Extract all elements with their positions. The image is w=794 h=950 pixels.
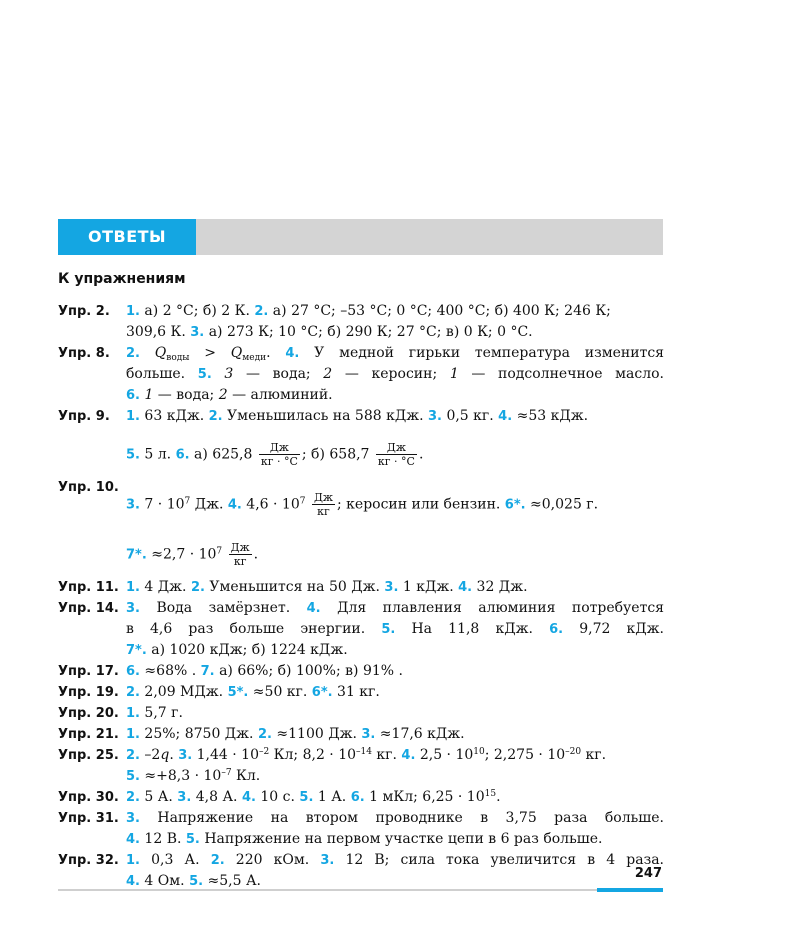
task-number: 1. (126, 727, 140, 742)
text-fragment: в 4,6 раз больше энергии. (126, 621, 382, 637)
task-number: 3. (428, 409, 442, 424)
italic-symbol: 1 (144, 387, 154, 403)
text-fragment: 7 · 10 (139, 496, 185, 513)
task-number: 3. (126, 601, 140, 616)
task-number: 6. (126, 664, 140, 679)
exercise-label: Упр. 30. (58, 790, 119, 805)
task-number: 2. (126, 685, 140, 700)
exercise-label: Упр. 21. (58, 727, 119, 742)
text-fragment: а) 27 °С; –53 °С; 0 °С; 400 °С; б) 400 К; 246 К; (268, 303, 611, 319)
task-number: 3. (178, 748, 193, 763)
task-number: 2. (257, 727, 272, 742)
text-fragment: 4 Ом. (139, 873, 190, 889)
text-fragment: Дж. (190, 496, 228, 513)
task-number: 2. (254, 304, 269, 319)
answer-entry (58, 577, 664, 598)
answer-text (126, 724, 664, 745)
exponent: 10 (473, 747, 485, 757)
italic-symbol: q (160, 747, 170, 763)
task-number: 5. (126, 769, 140, 784)
answer-entry (58, 850, 664, 892)
answer-line (126, 766, 664, 787)
answer-text (126, 661, 664, 682)
answer-line (126, 322, 664, 343)
answer-text (126, 850, 664, 892)
answer-text (126, 703, 664, 724)
task-number: 3. (190, 325, 205, 340)
task-number: 2. (126, 346, 140, 361)
task-number: 1. (126, 580, 140, 595)
text-fragment: а) 273 К; 10 °С; б) 290 К; 27 °С; в) 0 К; 0 °С. (204, 324, 533, 340)
task-number: 1. (126, 706, 140, 721)
text-fragment: ≈17,6 кДж. (375, 726, 465, 742)
text-fragment: — алюминий. (227, 387, 333, 403)
text-fragment (222, 547, 226, 563)
text-fragment: 9,72 кДж. (563, 621, 664, 637)
exponent: –20 (565, 747, 582, 757)
subscript: воды (166, 353, 190, 363)
text-fragment: Уменьшилась на 588 кДж. (222, 408, 429, 424)
task-number: 2. (208, 409, 223, 424)
subscript: меди (242, 353, 267, 363)
text-fragment (305, 497, 309, 513)
task-number: 4. (498, 409, 513, 424)
answer-text (126, 577, 664, 598)
answer-line (126, 385, 664, 406)
task-number: 4. (285, 346, 300, 361)
answer-text (126, 787, 664, 808)
answer-line (126, 301, 664, 322)
fraction-denominator: кг (317, 505, 330, 518)
answer-text (126, 343, 664, 406)
text-fragment: . (496, 789, 501, 805)
text-fragment: — подсолнечное масло. (458, 366, 664, 382)
answer-entry (58, 301, 664, 343)
task-number: 6. (175, 447, 190, 463)
answer-line (126, 745, 664, 766)
text-fragment: 1 А. (313, 789, 351, 805)
answer-line (126, 808, 664, 829)
answer-entry (58, 682, 664, 703)
exercise-label: Упр. 20. (58, 706, 119, 721)
page-number: 247 (634, 866, 662, 881)
unit-fraction (229, 541, 252, 568)
italic-symbol: 2 (323, 366, 333, 382)
text-fragment: Уменьшится на 50 Дж. (204, 579, 385, 595)
answers-list (58, 301, 664, 892)
text-fragment: 0,5 кг. (442, 408, 499, 424)
task-number: 3. (320, 853, 335, 868)
exercise-label: Упр. 11. (58, 580, 119, 595)
text-fragment: кг. (371, 747, 402, 763)
text-fragment: а) 66%; б) 100%; в) 91% . (214, 663, 403, 679)
answer-line (126, 406, 664, 427)
answer-line (126, 640, 664, 661)
fraction-denominator: кг · °С (377, 455, 415, 468)
answer-text (126, 406, 664, 477)
text-fragment: 309,6 К. (126, 324, 191, 340)
text-fragment: Напряжение на втором проводнике в 3,75 раза больше. (139, 810, 664, 826)
task-number: 2. (210, 853, 225, 868)
exercise-label: Упр. 17. (58, 664, 119, 679)
text-fragment: кг. (581, 747, 607, 763)
text-fragment: ; 2,275 · 10 (484, 747, 566, 763)
text-fragment: ; б) 658,7 (301, 446, 374, 463)
fraction-numerator: Дж (376, 441, 417, 455)
answer-line (126, 598, 664, 619)
answer-line (126, 850, 664, 871)
answer-line (126, 703, 664, 724)
exercise-label: Упр. 31. (58, 811, 119, 826)
task-number: 5. (185, 832, 200, 847)
text-fragment: . (266, 345, 286, 361)
answer-line (126, 619, 664, 640)
answer-entry (58, 724, 664, 745)
task-number: 5*. (227, 685, 249, 700)
answer-entry (58, 343, 664, 406)
text-fragment: 5,7 г. (139, 705, 183, 721)
task-number: 4. (401, 748, 416, 763)
task-number: 2. (190, 580, 205, 595)
task-number: 3. (177, 790, 192, 805)
text-fragment: 5 А. (139, 789, 178, 805)
exponent: 7 (216, 546, 223, 557)
text-fragment: 5 л. (139, 446, 176, 463)
text-fragment: Для плавления алюминия потребуется (320, 600, 664, 616)
task-number: 1. (126, 409, 140, 424)
text-fragment: 4,6 · 10 (241, 496, 300, 513)
text-fragment: Вода замёрзнет. (139, 600, 307, 616)
task-number: 2. (126, 748, 140, 763)
exponent: –2 (259, 747, 270, 757)
text-fragment: 12 В; сила тока увеличится в 4 раза. (334, 852, 664, 868)
task-number: 4. (241, 790, 256, 805)
exponent: –7 (221, 768, 232, 778)
text-fragment: 4 Дж. (139, 579, 191, 595)
answer-entry (58, 787, 664, 808)
exercise-label: Упр. 19. (58, 685, 119, 700)
task-number: 7*. (126, 643, 147, 658)
task-number: 5. (381, 622, 396, 637)
answer-entry (58, 406, 664, 477)
task-number: 7*. (126, 547, 147, 563)
fraction-numerator: Дж (313, 491, 333, 504)
italic-symbol: 3 (224, 366, 234, 382)
text-fragment: 0,3 А. (139, 852, 211, 868)
text-fragment: 2,09 МДж. (139, 684, 228, 700)
text-fragment: ≈68% . (139, 663, 201, 679)
answer-text (126, 477, 664, 577)
answer-text (126, 301, 664, 343)
text-fragment (140, 345, 155, 361)
text-fragment: . (253, 546, 259, 563)
text-fragment: ≈0,025 г. (525, 496, 599, 513)
task-number: 3. (126, 811, 140, 826)
task-number: 5. (299, 790, 314, 805)
text-fragment: 25%; 8750 Дж. (139, 726, 258, 742)
text-fragment: ≈+8,3 · 10 (139, 768, 222, 784)
text-fragment: 32 Дж. (472, 579, 528, 595)
task-number: 4. (126, 874, 140, 889)
task-number: 2. (126, 790, 140, 805)
answer-text (126, 745, 664, 787)
task-number: 5. (126, 447, 140, 463)
task-number: 5. (189, 874, 204, 889)
text-fragment: а) 625,8 (189, 446, 257, 463)
text-fragment: ≈5,5 А. (203, 873, 261, 889)
exercise-label: Упр. 10. (58, 480, 119, 495)
answer-line (126, 829, 664, 850)
answer-text (126, 682, 664, 703)
text-fragment: — керосин; (332, 366, 450, 382)
task-number: 1. (126, 304, 140, 319)
text-fragment: — вода; (233, 366, 324, 382)
task-number: 4. (227, 497, 242, 513)
task-number: 3. (126, 497, 140, 513)
fraction-denominator: кг (233, 555, 247, 568)
answer-line (126, 364, 664, 385)
text-fragment: а) 2 °С; б) 2 К. (139, 303, 255, 319)
page-title: ОТВЕТЫ (58, 219, 196, 255)
answer-line (126, 477, 664, 527)
exponent: 7 (299, 496, 306, 507)
text-fragment: ≈53 кДж. (512, 408, 589, 424)
exercise-label: Упр. 32. (58, 853, 119, 868)
fraction-denominator: кг · °С (260, 455, 298, 468)
text-fragment: . (418, 446, 424, 463)
task-number: 3. (361, 727, 376, 742)
answer-text (126, 808, 664, 850)
answer-text (126, 598, 664, 661)
text-fragment: больше. (126, 366, 198, 382)
answer-entry (58, 703, 664, 724)
text-fragment: У медной гирьки температура изменится (299, 345, 665, 361)
answer-line (126, 787, 664, 808)
fraction-numerator: Дж (259, 441, 300, 455)
fraction-numerator: Дж (230, 541, 250, 554)
text-fragment: 1 мКл; 6,25 · 10 (364, 789, 485, 805)
task-number: 6*. (504, 497, 526, 513)
text-fragment: 12 В. (139, 831, 186, 847)
text-fragment: — вода; (153, 387, 219, 403)
task-number: 6. (549, 622, 564, 637)
unit-fraction (259, 441, 300, 468)
text-fragment (212, 366, 225, 382)
task-number: 6. (126, 388, 140, 403)
exercise-label: Упр. 9. (58, 409, 110, 424)
exponent: 7 (184, 496, 191, 507)
task-number: 4. (306, 601, 321, 616)
answer-entry (58, 745, 664, 787)
text-fragment: Кл; 8,2 · 10 (269, 747, 357, 763)
task-number: 6*. (311, 685, 333, 700)
answer-line (126, 724, 664, 745)
exponent: 15 (484, 789, 497, 799)
text-fragment: > (189, 345, 231, 361)
text-fragment: 1,44 · 10 (192, 747, 259, 763)
text-fragment: ; керосин или бензин. (337, 496, 505, 513)
text-fragment: 1 кДж. (398, 579, 459, 595)
exercise-label: Упр. 2. (58, 304, 110, 319)
text-fragment: 10 с. (255, 789, 300, 805)
answer-entry (58, 661, 664, 682)
text-fragment: ≈1100 Дж. (271, 726, 362, 742)
answer-entry (58, 477, 664, 577)
section-subheading: К упражнениям (58, 271, 186, 287)
exponent: –14 (356, 747, 372, 757)
unit-fraction (312, 491, 335, 518)
footer-rule (58, 889, 663, 891)
text-fragment: Кл. (231, 768, 261, 784)
answer-line (126, 343, 664, 364)
task-number: 1. (126, 853, 140, 868)
exercise-label: Упр. 25. (58, 748, 119, 763)
task-number: 5. (197, 367, 212, 382)
answer-entry (58, 808, 664, 850)
text-fragment: . (169, 747, 179, 763)
text-fragment: а) 1020 кДж; б) 1224 кДж. (146, 642, 348, 658)
task-number: 3. (384, 580, 399, 595)
exercise-label: Упр. 14. (58, 601, 119, 616)
text-fragment: –2 (139, 747, 161, 763)
task-number: 4. (458, 580, 473, 595)
text-fragment: На 11,8 кДж. (395, 621, 550, 637)
exercise-label: Упр. 8. (58, 346, 110, 361)
unit-fraction (376, 441, 417, 468)
task-number: 7. (200, 664, 215, 679)
text-fragment: 220 кОм. (224, 852, 321, 868)
answer-line (126, 682, 664, 703)
text-fragment: 4,8 А. (191, 789, 242, 805)
answer-line (126, 427, 664, 477)
answer-line (126, 577, 664, 598)
answer-line (126, 661, 664, 682)
task-number: 4. (126, 832, 140, 847)
italic-symbol: Q (154, 345, 167, 361)
text-fragment: ≈2,7 · 10 (146, 546, 217, 563)
italic-symbol: 2 (218, 387, 228, 403)
italic-symbol: 1 (449, 366, 459, 382)
footer-accent (597, 888, 663, 892)
answer-line (126, 527, 664, 577)
text-fragment: 31 кг. (332, 684, 380, 700)
text-fragment: ≈50 кг. (248, 684, 312, 700)
italic-symbol: Q (230, 345, 243, 361)
text-fragment: 2,5 · 10 (415, 747, 474, 763)
answer-entry (58, 598, 664, 661)
text-fragment: 63 кДж. (139, 408, 209, 424)
task-number: 6. (350, 790, 365, 805)
text-fragment: Напряжение на первом участке цепи в 6 раз больше. (199, 831, 603, 847)
